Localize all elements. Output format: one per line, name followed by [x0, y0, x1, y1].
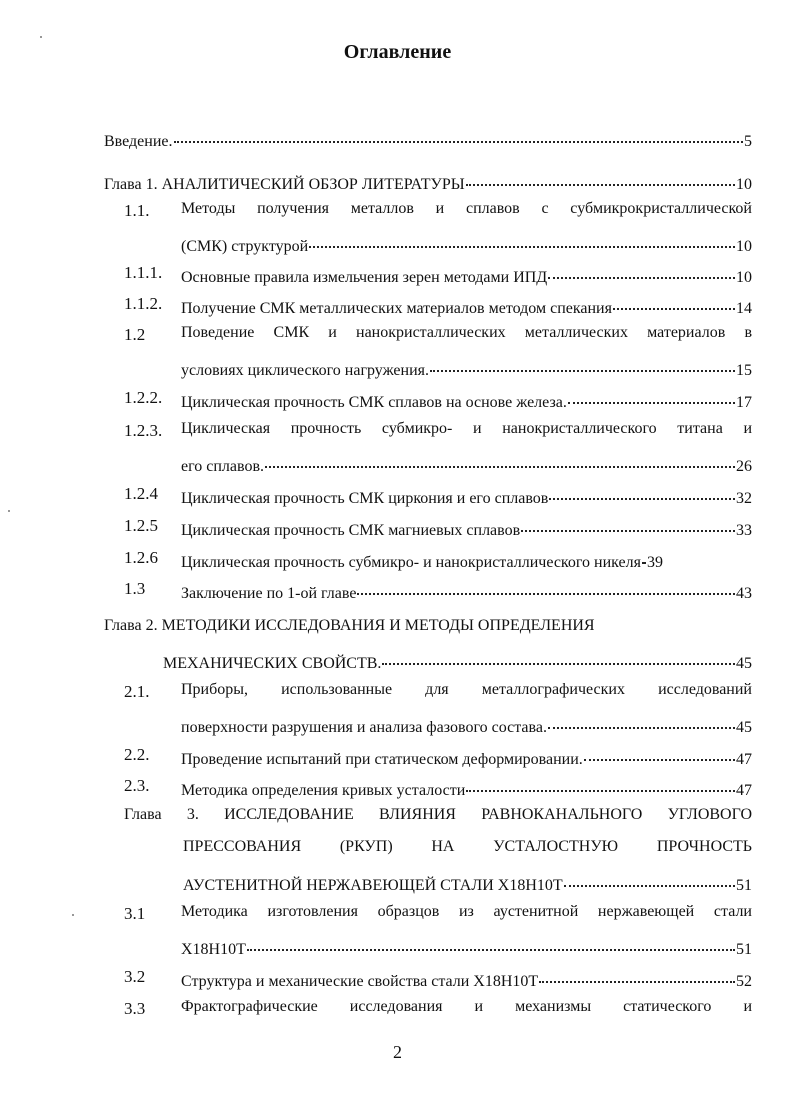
leader-dots [613, 290, 735, 310]
toc-entry-2-3[interactable] [181, 775, 752, 797]
toc-entry-text: АУСТЕНИТНОЙ НЕРЖАВЕЮЩЕЙ СТАЛИ Х18Н10Т [183, 877, 563, 894]
toc-section-number: 3.2 [124, 967, 146, 986]
toc-entry-chapter-1[interactable] [104, 169, 752, 191]
toc-entry-1-2-6[interactable] [181, 547, 752, 569]
page-title: Оглавление [343, 41, 452, 63]
toc-section-number: 1.2.6 [124, 548, 158, 567]
toc-section-number: 2.2. [124, 745, 150, 764]
toc-page-number: 14 [736, 300, 752, 317]
toc-entry-text: Глава 2. МЕТОДИКИ ИССЛЕДОВАНИЯ И МЕТОДЫ ОПРЕДЕЛЕНИЯ [104, 617, 595, 634]
scan-speck [72, 914, 74, 916]
leader-dots [549, 480, 735, 500]
toc-page-number: 5 [744, 133, 752, 150]
toc-entry-1-1-line2[interactable] [181, 231, 752, 253]
toc-section-number: 2.1. [124, 682, 150, 701]
toc-entry-text: его сплавов. [181, 458, 265, 475]
toc-section-number: 1.1. [124, 201, 150, 220]
leader-dots [357, 575, 735, 595]
toc-section-number: 1.2 [124, 325, 146, 344]
toc-page-number: 47 [736, 782, 752, 799]
toc-entry-chapter-2-line2[interactable] [163, 648, 752, 670]
toc-section-number: 1.2.5 [124, 516, 158, 535]
page-number: 2 [393, 1042, 402, 1062]
toc-entry-1-2-5[interactable] [181, 515, 752, 537]
toc-page-number: 51 [736, 941, 752, 958]
toc-page-number: 47 [736, 751, 752, 768]
leader-dots [539, 963, 735, 983]
toc-section-number: 3.1 [124, 904, 146, 923]
toc-page-number: 10 [736, 238, 752, 255]
toc-page-number: 32 [736, 490, 752, 507]
leader-dots [466, 166, 735, 186]
toc-entry-text: Поведение СМК и нанокристаллических металлических материалов в [181, 324, 752, 341]
scan-speck [40, 36, 42, 38]
toc-section-number: 3.3 [124, 999, 146, 1018]
toc-entry-3-3-line1[interactable] [181, 998, 752, 1020]
toc-entry-text: Получение СМК металлических материалов методом спекания [181, 300, 612, 317]
toc-entry-text: Методика определения кривых усталости [181, 782, 466, 799]
leader-dots [564, 867, 735, 887]
leader-dots [548, 709, 735, 729]
leader-dots [521, 512, 735, 532]
toc-entry-text: условиях циклического нагружения. [181, 362, 430, 379]
toc-entry-text: Циклическая прочность субмикро- и нанокристаллического титана и [181, 420, 752, 437]
toc-entry-2-1-line2[interactable] [181, 712, 752, 734]
toc-section-number: 1.1.1. [124, 263, 163, 282]
toc-entry-1-1-2[interactable] [181, 293, 752, 315]
toc-section-number: 1.3 [124, 579, 146, 598]
toc-entry-chapter-3-line3[interactable] [183, 870, 752, 892]
toc-entry-text: Циклическая прочность СМК магниевых сплавов [181, 522, 521, 539]
toc-entry-text: поверхности разрушения и анализа фазового состава. [181, 719, 547, 736]
toc-entry-1-3[interactable] [181, 578, 752, 600]
toc-section-number: 1.2.4 [124, 484, 158, 503]
leader-dots [584, 741, 735, 761]
toc-entry-1-2-3-line2[interactable] [181, 451, 752, 473]
leader-dots [174, 123, 744, 143]
toc-page-number: 10 [736, 269, 752, 286]
toc-page-number: 51 [736, 877, 752, 894]
toc-entry-text: Основные правила измельчения зерен методами ИПД [181, 269, 548, 286]
toc-entry-introduction[interactable] [104, 126, 752, 148]
toc-section-number: 1.2.2. [124, 388, 163, 407]
toc-section-number: 1.1.2. [124, 294, 163, 313]
toc-entry-1-2-4[interactable] [181, 483, 752, 505]
toc-page-number: 26 [736, 458, 752, 475]
toc-entry-1-1-line1[interactable] [181, 200, 752, 222]
toc-section-number: 2.3. [124, 776, 150, 795]
toc-entry-text: Методика изготовления образцов из аустенитной нержавеющей стали [181, 903, 752, 920]
toc-entry-1-2-line2[interactable] [181, 355, 752, 377]
toc-page-number: 45 [736, 655, 752, 672]
toc-section-number: 1.2.3. [124, 421, 163, 440]
toc-entry-text: Глава 3. ИССЛЕДОВАНИЕ ВЛИЯНИЯ РАВНОКАНАЛЬНОГО УГЛОВОГО [124, 806, 752, 823]
toc-entry-text: Циклическая прочность СМК циркония и его сплавов [181, 490, 549, 507]
toc-entry-text: Структура и механические свойства стали Х18Н10Т [181, 973, 539, 990]
toc-entry-text: Циклическая прочность СМК сплавов на основе железа. [181, 394, 567, 411]
leader-dots [548, 259, 735, 279]
leader-dots [309, 228, 735, 248]
toc-entry-text: Х18Н10Т [181, 941, 246, 958]
leader-dots [466, 772, 735, 792]
toc-entry-text: ПРЕССОВАНИЯ (РКУП) НА УСТАЛОСТНУЮ ПРОЧНОСТЬ [183, 838, 752, 855]
toc-page-number: 43 [736, 585, 752, 602]
toc-page-number: 17 [736, 394, 752, 411]
toc-entry-3-1-line1[interactable] [181, 903, 752, 925]
toc-entry-1-2-2[interactable] [181, 387, 752, 409]
toc-entry-2-2[interactable] [181, 744, 752, 766]
leader-dots [382, 645, 735, 665]
toc-page-number: 15 [736, 362, 752, 379]
toc-entry-1-2-line1[interactable] [181, 324, 752, 346]
leader-dots [430, 352, 735, 372]
toc-entry-1-2-3-line1[interactable] [181, 420, 752, 442]
toc-entry-text: Приборы, использованные для металлографических исследований [181, 681, 752, 698]
toc-page-number: 52 [736, 973, 752, 990]
leader-dots [265, 448, 735, 468]
leader-dots [568, 384, 735, 404]
toc-page-number: 33 [736, 522, 752, 539]
toc-entry-text: (СМК) структурой [181, 238, 309, 255]
toc-entry-chapter-2-line1[interactable] [104, 617, 752, 639]
toc-entry-text: Фрактографические исследования и механизмы статического и [181, 998, 752, 1015]
toc-entry-text: Проведение испытаний при статическом деформировании. [181, 751, 583, 768]
toc-page-number: 39 [646, 554, 663, 571]
toc-entry-2-1-line1[interactable] [181, 681, 752, 703]
toc-entry-text: Глава 1. АНАЛИТИЧЕСКИЙ ОБЗОР ЛИТЕРАТУРЫ [104, 176, 465, 193]
toc-entry-text: Заключение по 1-ой главе [181, 585, 357, 602]
leader-dots [247, 931, 735, 951]
toc-page-number: 45 [736, 719, 752, 736]
toc-entry-text: Методы получения металлов и сплавов с субмикрокристаллической [181, 200, 752, 217]
toc-entry-text: Введение. [104, 133, 173, 150]
toc-entry-chapter-3-line2[interactable] [183, 838, 752, 860]
leader-dots [642, 544, 646, 564]
toc-entry-3-2[interactable] [181, 966, 752, 988]
toc-entry-text: МЕХАНИЧЕСКИХ СВОЙСТВ. [163, 655, 382, 672]
toc-entry-chapter-3-line1[interactable] [124, 806, 752, 828]
toc-entry-1-1-1[interactable] [181, 262, 752, 284]
scan-speck [8, 510, 10, 512]
toc-entry-3-1-line2[interactable] [181, 934, 752, 956]
toc-entry-text: Циклическая прочность субмикро- и нанокристаллического никеля [181, 554, 641, 571]
toc-page-number: 10 [736, 176, 752, 193]
